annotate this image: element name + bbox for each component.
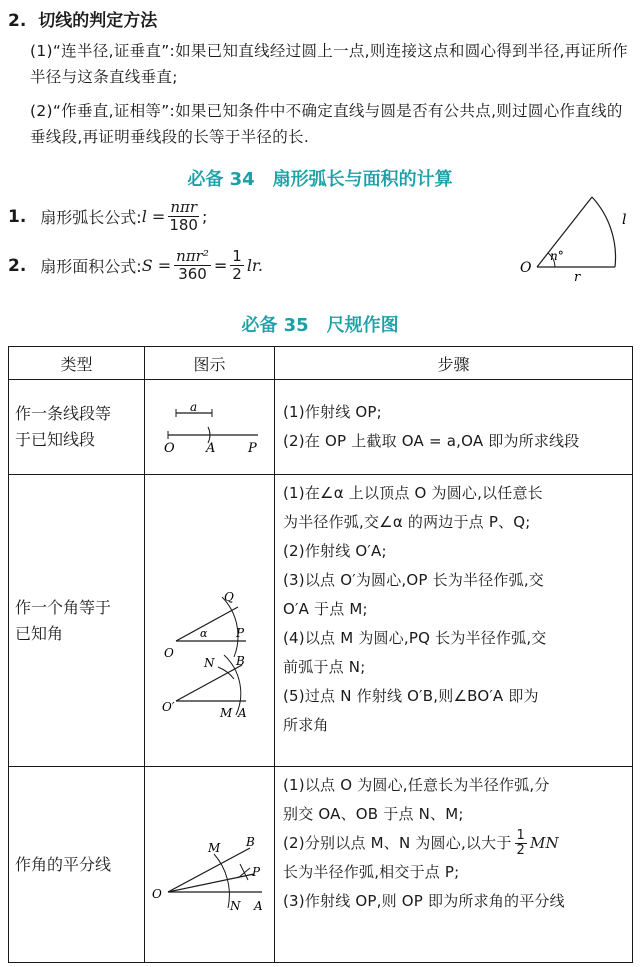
formula-2-number: 2.	[8, 255, 27, 276]
bisector-label-a: A	[254, 898, 263, 913]
segment-label-a: a	[190, 400, 198, 414]
section-34-title: 必备 34 扇形弧长与面积的计算	[187, 169, 453, 190]
bisector-ray-op	[168, 874, 254, 892]
angle1-label-o: O	[164, 645, 174, 660]
row-2-step-3b: O′A 于点 M;	[283, 600, 368, 618]
row-2-step-4b: 前弧于点 N;	[283, 658, 366, 676]
bisector-figure	[146, 788, 274, 938]
row-3-step-2a-text: (2)分别以点 M、N 为圆心,以大于	[283, 834, 512, 852]
copy-angle-figure	[146, 519, 274, 719]
row-3-step-2a	[283, 829, 626, 858]
row-1-type-line-2: 于已知线段	[15, 430, 96, 449]
table-header-row	[9, 347, 633, 380]
section-2-item-2: (2)“作垂直,证相等”:如果已知条件中不确定直线与圆是否有公共点,则过圆心作直线的垂线段,再证明垂线段的长等于半径的长.	[30, 102, 623, 146]
table-row	[9, 380, 633, 475]
row-1-figure	[145, 380, 275, 475]
row-3-step-1a: (1)以点 O 为圆心,任意长为半径作弧,分	[283, 776, 550, 794]
angle2-label-o-prime: O′	[162, 699, 175, 714]
sector-arc	[592, 197, 616, 267]
row-3-figure	[145, 767, 275, 963]
row-3-step-2a-mn: MN	[530, 834, 559, 852]
section-35-title: 必备 35 尺规作图	[241, 315, 399, 336]
angle2-label-b: B	[236, 653, 245, 668]
row-3-type	[9, 767, 145, 963]
segment-label-a-point: A	[206, 441, 216, 456]
formula-1-end: ;	[202, 207, 208, 226]
row-3-step-2b: 长为半径作弧,相交于点 P;	[283, 863, 460, 881]
formula-1-label: 扇形弧长公式:	[40, 208, 142, 227]
formula-2-fraction	[174, 248, 211, 283]
row-2-type-line-1: 作一个角等于	[15, 597, 112, 617]
bisector-label-p: P	[252, 864, 261, 879]
formula-2-numerator: nπr²	[176, 247, 209, 265]
row-3-step-3: (3)作射线 OP,则 OP 即为所求角的平分线	[283, 892, 565, 910]
row-2-step-1b: 为半径作弧,交∠α 的两边于点 P、Q;	[283, 513, 531, 531]
row-2-steps	[275, 475, 633, 767]
formula-1-lhs: l =	[141, 207, 166, 226]
header-steps: 步骤	[275, 347, 633, 380]
row-3-steps	[275, 767, 633, 963]
row-2-step-5a: (5)过点 N 作射线 O′B,则∠BO′A 即为	[283, 687, 539, 705]
sector-label-r: r	[574, 270, 581, 282]
sector-diagram	[510, 192, 635, 282]
row-2-step-1a: (1)在∠α 上以顶点 O 为圆心,以任意长	[283, 484, 543, 502]
bisector-label-n: N	[230, 898, 241, 913]
header-type: 类型	[9, 347, 145, 380]
table-row	[9, 475, 633, 767]
row-1-type-line-1: 作一条线段等	[15, 404, 112, 423]
angle2-label-a: A	[238, 705, 247, 719]
row-3-type-line-1: 作角的平分线	[15, 854, 112, 874]
formula-2-denominator: 360	[178, 265, 207, 283]
row-3-half-denominator: 2	[516, 843, 525, 858]
header-figure: 图示	[145, 347, 275, 380]
sector-label-l: l	[622, 212, 627, 228]
section-2-heading	[8, 6, 157, 31]
row-2-step-3a: (3)以点 O′为圆心,OP 长为半径作弧,交	[283, 571, 544, 589]
bisector-label-b: B	[246, 834, 255, 849]
sector-label-o: O	[520, 260, 532, 276]
sector-area-formula	[8, 248, 263, 283]
angle1-label-alpha: α	[200, 626, 208, 640]
segment-figure	[146, 381, 274, 469]
segment-label-p: P	[248, 441, 257, 456]
row-1-type	[9, 380, 145, 475]
section-2-item-1: (1)“连半径,证垂直”:如果已知直线经过圆上一点,则连接这点和圆心得到半径,再证所作半径与这条直线垂直;	[30, 42, 628, 86]
formula-2-end: lr.	[246, 256, 263, 275]
row-3-half-numerator: 1	[516, 828, 525, 843]
bisector-label-o: O	[152, 886, 162, 901]
sector-label-n: n°	[550, 249, 564, 263]
formula-1-number: 1.	[8, 206, 27, 227]
bisector-label-m: M	[208, 840, 221, 855]
angle1-label-q: Q	[224, 589, 234, 604]
angle2-label-m: M	[220, 705, 233, 719]
row-3-half-fraction	[515, 829, 527, 858]
formula-2-lhs: S =	[141, 256, 172, 275]
formula-2-half	[230, 248, 244, 283]
row-1-step-1: (1)作射线 OP;	[283, 403, 382, 421]
angle2-ray-b	[176, 665, 242, 701]
row-2-type	[9, 475, 145, 767]
sector-side-line	[537, 197, 592, 267]
angle2-label-n: N	[204, 655, 215, 670]
formula-1-fraction	[168, 199, 199, 234]
row-1-steps	[275, 380, 633, 475]
formula-2-half-numerator: 1	[232, 247, 242, 265]
formula-1-denominator: 180	[169, 216, 198, 234]
angle1-label-p: P	[236, 625, 245, 640]
bisector-cross-1	[240, 864, 248, 880]
row-1-step-2: (2)在 OP 上截取 OA = a,OA 即为所求线段	[283, 432, 580, 450]
section-2-number: 2.	[8, 11, 27, 31]
formula-2-label: 扇形面积公式:	[40, 257, 142, 276]
row-2-step-5b: 所求角	[283, 716, 329, 734]
construction-table	[8, 346, 633, 963]
row-2-figure	[145, 475, 275, 767]
formula-2-equals: =	[213, 256, 228, 275]
arc-length-formula	[8, 199, 207, 234]
row-3-step-1b: 别交 OA、OB 于点 N、M;	[283, 805, 464, 823]
section-2-title: 切线的判定方法	[38, 11, 158, 31]
row-2-type-line-2: 已知角	[15, 623, 64, 643]
formula-1-numerator: nπr	[170, 198, 198, 216]
table-row	[9, 767, 633, 963]
formula-2-half-denominator: 2	[232, 265, 242, 283]
segment-label-o: O	[164, 441, 175, 456]
row-2-step-4a: (4)以点 M 为圆心,PQ 长为半径作弧,交	[283, 629, 547, 647]
row-2-step-2: (2)作射线 O′A;	[283, 542, 387, 560]
